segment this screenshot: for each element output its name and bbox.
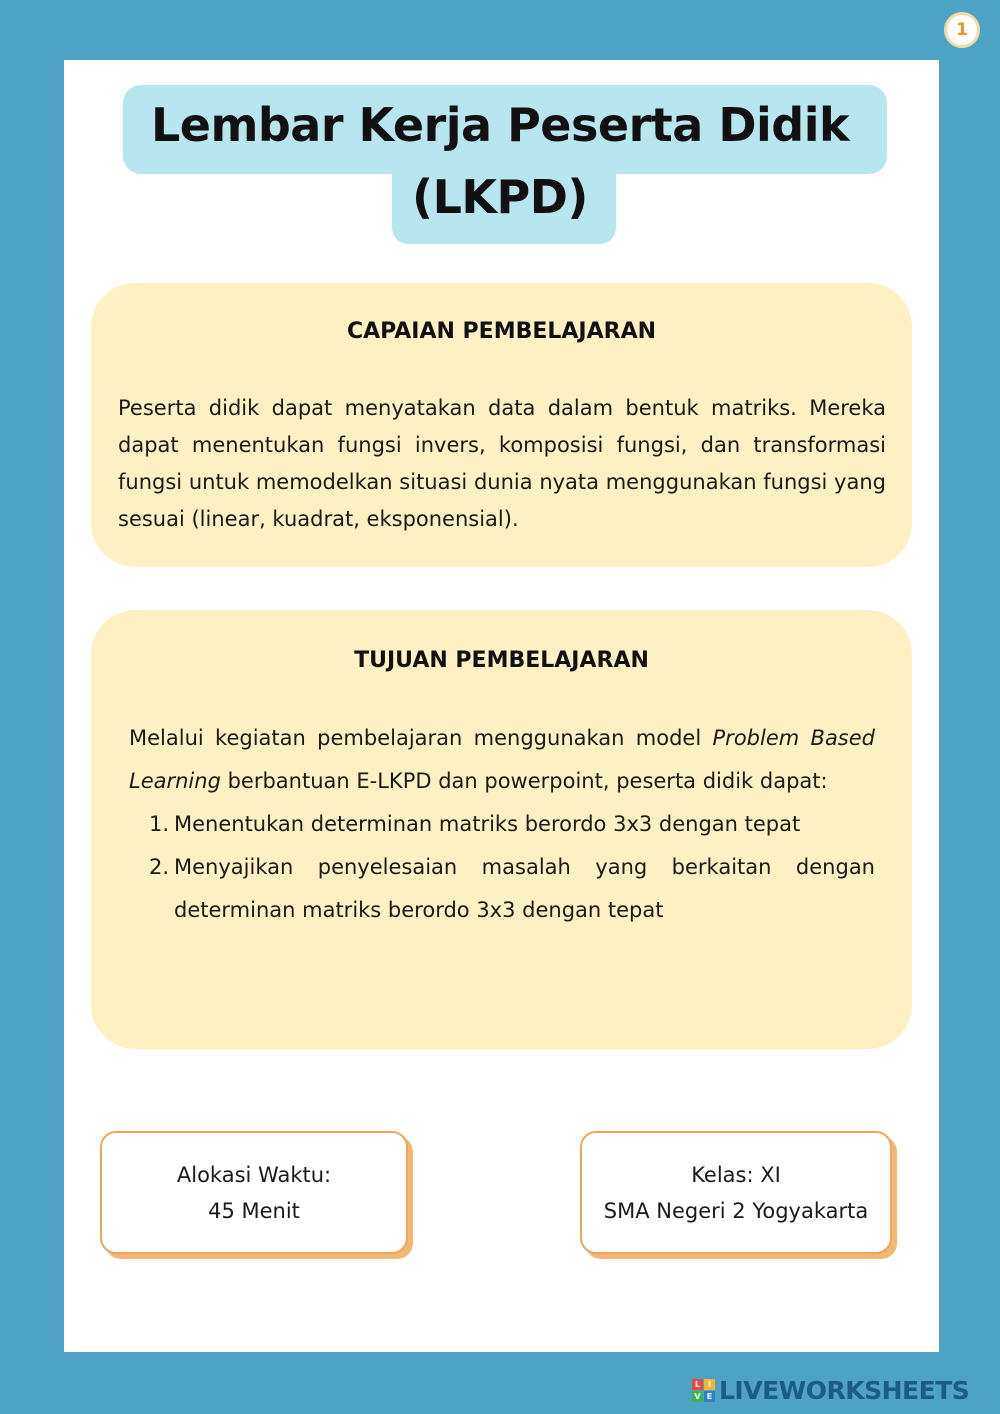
capaian-pembelajaran-card (91, 283, 912, 567)
alokasi-label: Alokasi Waktu: (176, 1162, 332, 1187)
school-name: SMA Negeri 2 Yogyakarta (603, 1198, 869, 1223)
list-item-text: Menyajikan penyelesaian masalah yang berkaitan dengan determinan matriks berordo 3x3 dengan tepat (174, 855, 875, 922)
tujuan-intro-start: Melalui kegiatan pembelajaran menggunakan model (129, 726, 713, 750)
page-number-badge: 1 (944, 12, 980, 48)
tujuan-heading: TUJUAN PEMBELAJARAN (354, 648, 649, 673)
liveworksheets-logo[interactable] (692, 1374, 969, 1406)
tujuan-body (129, 717, 875, 932)
capaian-heading: CAPAIAN PEMBELAJARAN (346, 319, 657, 344)
liveworksheets-logo-text: LIVEWORKSHEETS (719, 1375, 970, 1405)
logo-letter: V (692, 1391, 703, 1402)
logo-letter: E (704, 1391, 715, 1402)
kelas-box (580, 1131, 892, 1254)
page-title: Lembar Kerja Peserta Didik (150, 98, 850, 152)
list-item (129, 846, 875, 932)
tujuan-pembelajaran-card (91, 610, 912, 1049)
alokasi-waktu-box (100, 1131, 408, 1254)
liveworksheets-logo-icon (692, 1379, 715, 1402)
alokasi-value: 45 Menit (208, 1198, 300, 1223)
tujuan-intro-end: berbantuan E-LKPD dan powerpoint, peserta didik dapat: (220, 769, 828, 793)
list-item-text: Menentukan determinan matriks berordo 3x3 dengan tepat (174, 812, 801, 836)
list-item-number: 2. (148, 855, 169, 879)
list-item-number: 1. (148, 812, 169, 836)
tujuan-intro (129, 717, 875, 803)
capaian-body: Peserta didik dapat menyatakan data dalam bentuk matriks. Mereka dapat menentukan fungsi invers, komposisi fungsi, dan transformasi fungsi untuk memodelkan situasi dunia nyata menggunakan fungsi yang sesuai (linear, kuadrat, eksponensial). (118, 396, 886, 531)
page-subtitle: (LKPD) (412, 170, 588, 224)
list-item (129, 803, 875, 846)
logo-letter: L (692, 1379, 703, 1390)
logo-letter: I (704, 1379, 715, 1390)
kelas-label: Kelas: XI (691, 1162, 781, 1187)
tujuan-model-name: Problem Based Learning (129, 726, 875, 793)
tujuan-list (129, 803, 875, 932)
